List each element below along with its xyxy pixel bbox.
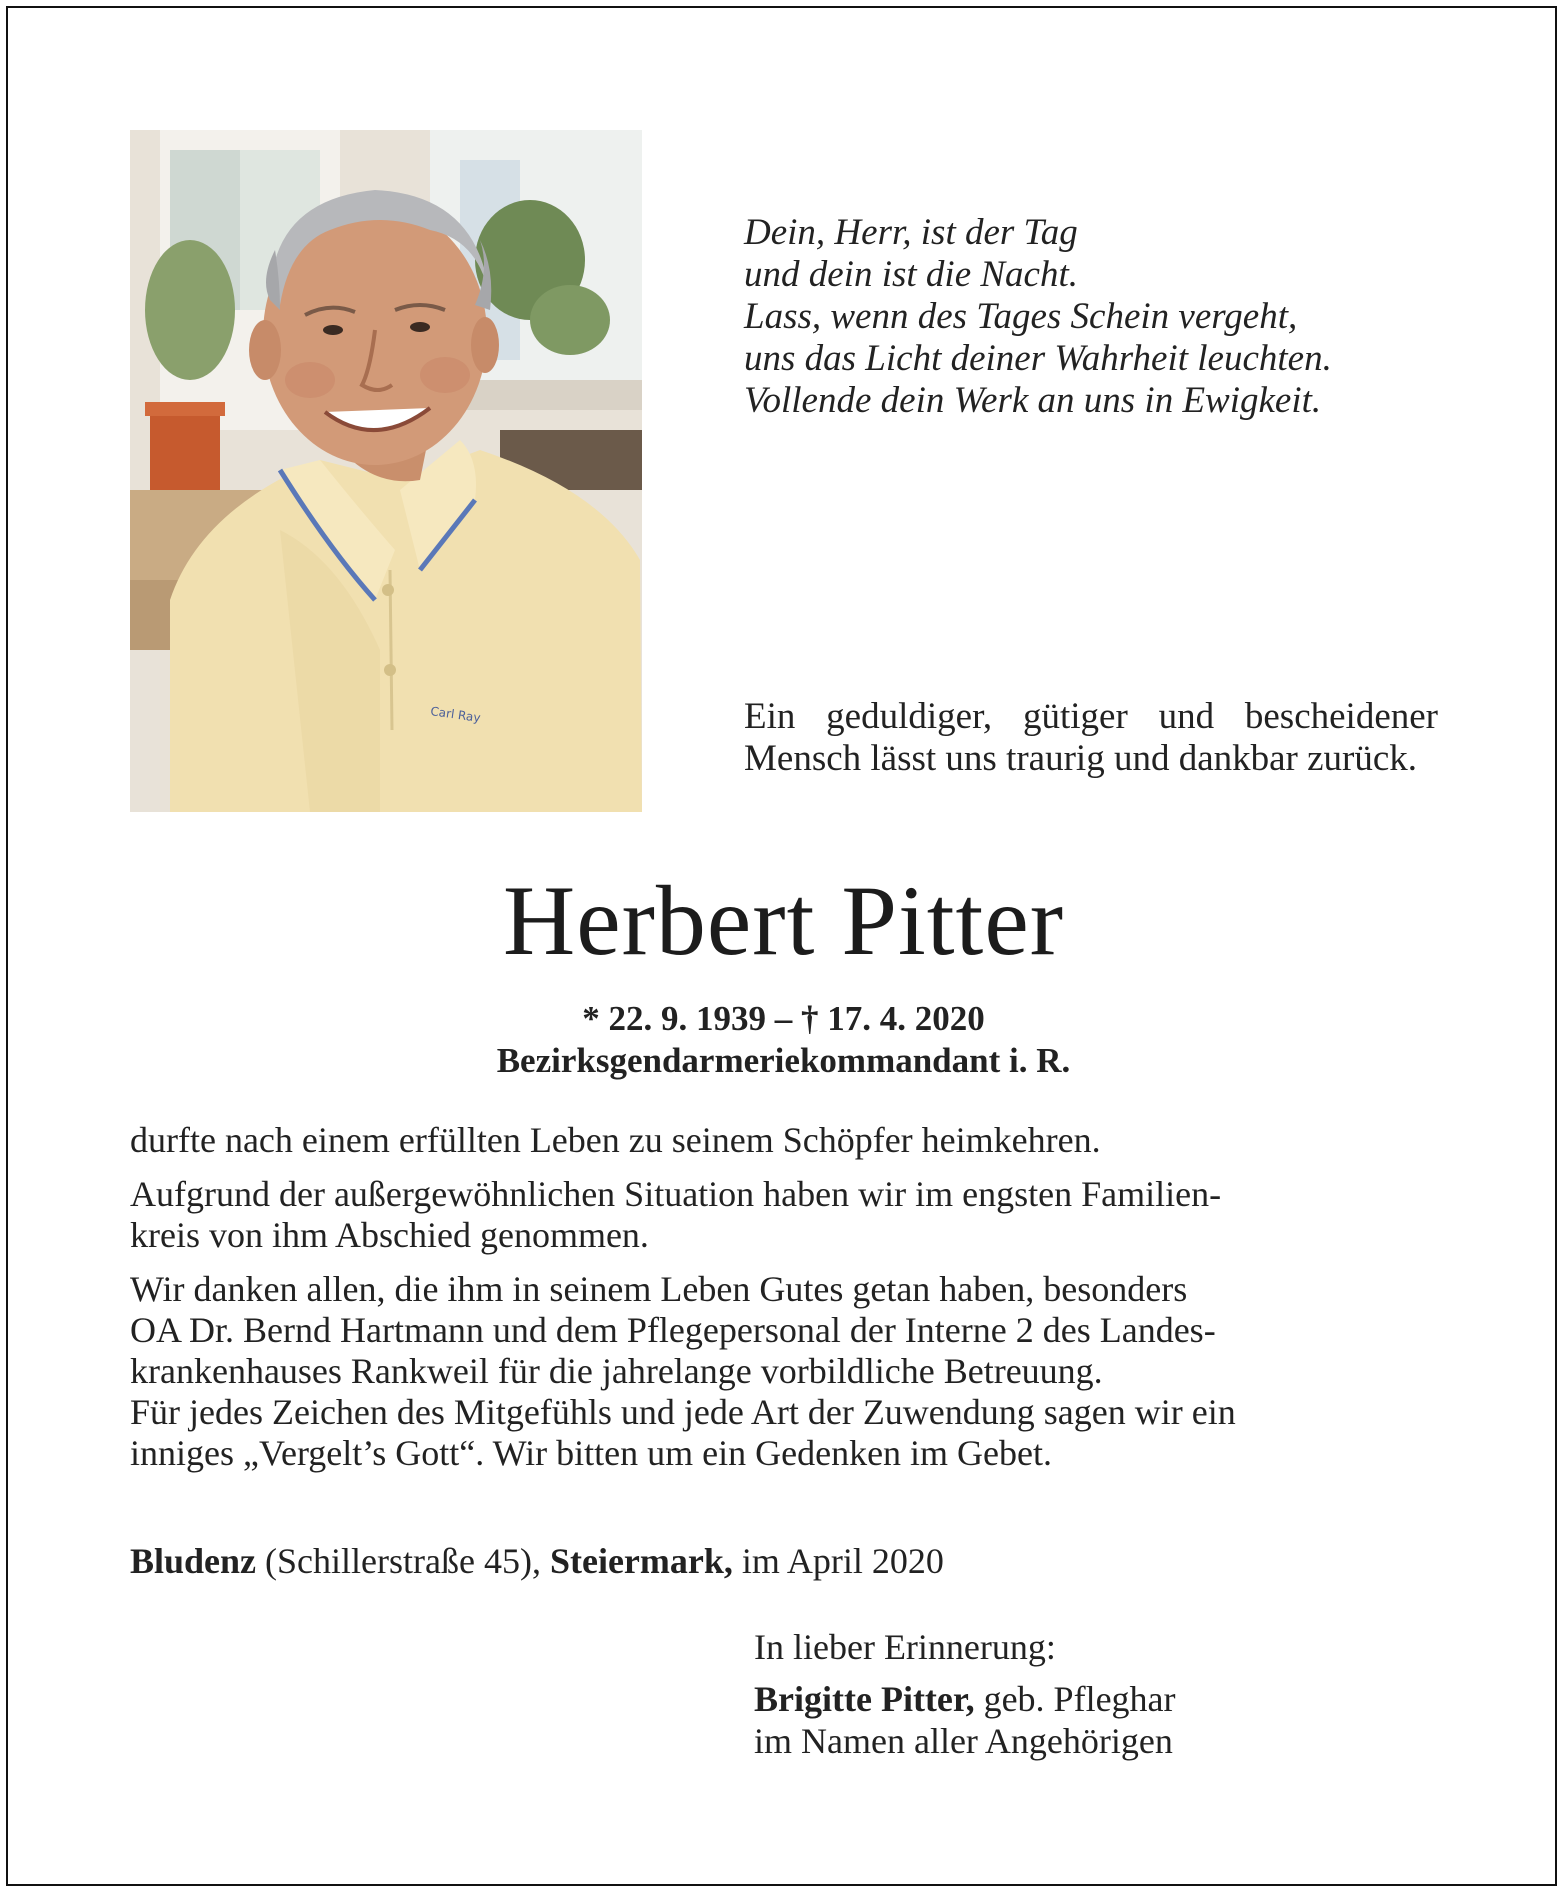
body-paragraph-2 (130, 1174, 1436, 1256)
deceased-title: Bezirksgendarmeriekommandant i. R. (496, 1041, 1071, 1080)
body-paragraph-1 (130, 1120, 1436, 1161)
body-paragraph-3 (130, 1269, 1436, 1474)
place-and-date (130, 1540, 1436, 1582)
body-line: OA Dr. Bernd Hartmann und dem Pflegepersonal der Interne 2 des Landes- (130, 1310, 1216, 1350)
poem-line: Lass, wenn des Tages Schein vergeht, (744, 296, 1298, 337)
place-address: (Schillerstraße 45), (265, 1541, 541, 1581)
signer-name: Brigitte Pitter, (754, 1679, 975, 1719)
body-line: Wir danken allen, die ihm in seinem Leben Gutes getan haben, besonders (130, 1269, 1188, 1309)
signoff-intro: In lieber Erinnerung: (754, 1627, 1056, 1667)
place-date: im April 2020 (741, 1541, 944, 1581)
body-line: durfte nach einem erfüllten Leben zu seinem Schöpfer heimkehren. (130, 1120, 1101, 1160)
tribute-text: Ein geduldiger, gütiger und bescheidener Mensch lässt uns traurig und dankbar zurück. (744, 696, 1438, 779)
signer-maiden-name: geb. Pfleghar (983, 1679, 1176, 1719)
signer-on-behalf: im Namen aller Angehörigen (754, 1721, 1173, 1761)
poem-line: und dein ist die Nacht. (744, 254, 1078, 295)
signer-line (754, 1678, 1454, 1720)
shirt-embroidery: Carl Ray (429, 704, 482, 725)
body-line: Für jedes Zeichen des Mitgefühls und jede Art der Zuwendung sagen wir ein (130, 1392, 1236, 1432)
body-line: krankenhauses Rankweil für die jahrelange vorbildliche Betreuung. (130, 1351, 1103, 1391)
body-line: Aufgrund der außergewöhnlichen Situation haben wir im engsten Familien- (130, 1174, 1222, 1214)
portrait-photo (130, 130, 642, 812)
poem-line: uns das Licht deiner Wahrheit leuchten. (744, 338, 1332, 379)
poem-line: Vollende dein Werk an uns in Ewigkeit. (744, 380, 1322, 421)
poem-line: Dein, Herr, ist der Tag (744, 212, 1078, 253)
body-line: inniges „Vergelt’s Gott“. Wir bitten um ein Gedenken im Gebet. (130, 1433, 1053, 1473)
place-city: Bludenz (130, 1541, 257, 1581)
place-region: Steiermark, (549, 1541, 733, 1581)
life-dates: * 22. 9. 1939 – † 17. 4. 2020 (582, 999, 985, 1038)
poem-verse (744, 212, 1464, 422)
obituary-body (130, 1120, 1436, 1487)
deceased-name: Herbert Pitter (502, 865, 1065, 976)
body-line: kreis von ihm Abschied genommen. (130, 1215, 649, 1255)
signoff (754, 1626, 1454, 1762)
portrait-illustration (130, 130, 642, 812)
